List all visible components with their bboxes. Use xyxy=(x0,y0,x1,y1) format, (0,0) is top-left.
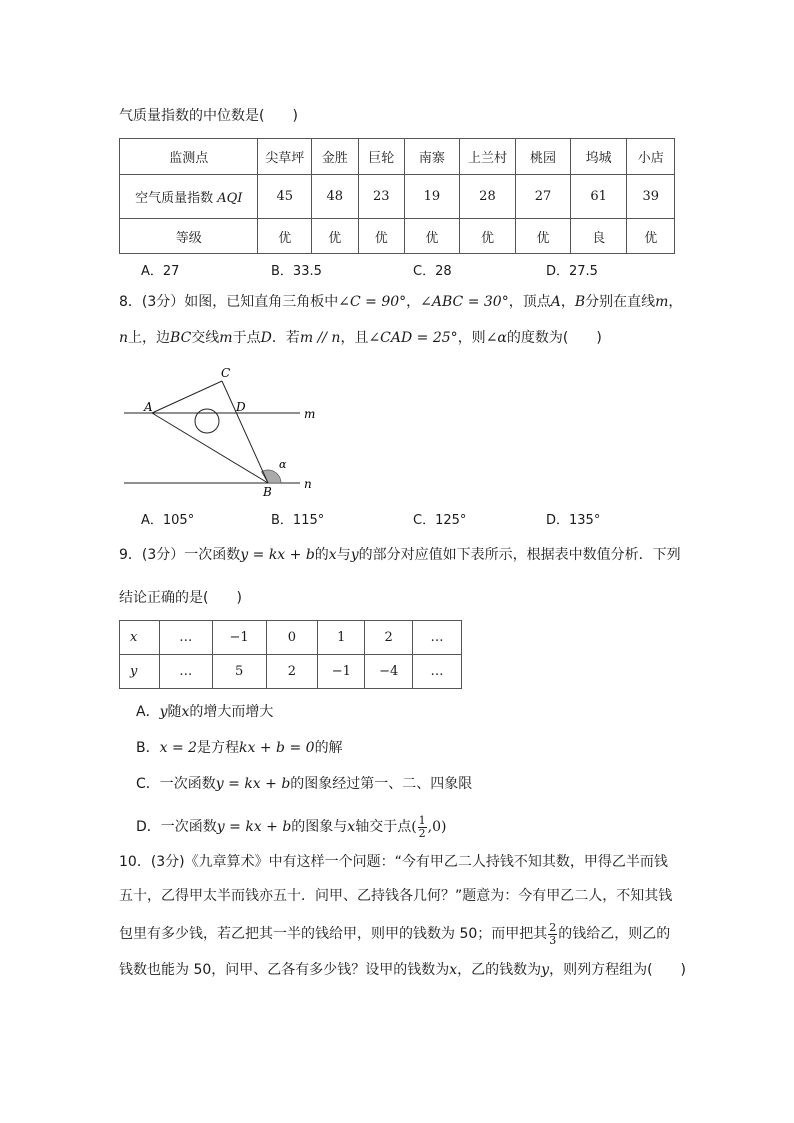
text-run: 的图象经过第一、二、四象限 xyxy=(290,776,473,792)
text-run: A． xyxy=(136,704,160,720)
table-cell: 2 xyxy=(365,621,413,655)
q9-table-row-x xyxy=(120,621,462,655)
q9-stem-line1 xyxy=(119,545,681,565)
text-run: 于点 xyxy=(232,330,261,346)
table-cell: 28 xyxy=(459,175,516,219)
q8-stem-line2 xyxy=(119,328,602,348)
table-cell: 5 xyxy=(212,655,266,689)
table-cell: 良 xyxy=(570,219,627,254)
math-run: BC xyxy=(170,330,192,346)
table-cell: … xyxy=(413,655,462,689)
q8-option-a[interactable]: A．105° xyxy=(141,513,195,528)
table-cell: 坞城 xyxy=(570,139,627,175)
text-run: ，顶点 xyxy=(508,294,551,310)
text-run: 与 xyxy=(336,547,351,563)
table-cell: 尖草坪 xyxy=(258,139,312,175)
table-cell: 优 xyxy=(516,219,571,254)
text-run: 的图象与 xyxy=(291,819,348,835)
table-cell: 23 xyxy=(358,175,405,219)
text-run: ， xyxy=(668,294,683,310)
text-run: 的度数为( ) xyxy=(506,330,602,346)
table-cell: x xyxy=(120,621,160,655)
table-cell: 南寨 xyxy=(405,139,460,175)
math-run: ,0) xyxy=(427,819,447,835)
q9-option-b[interactable] xyxy=(136,738,343,758)
q8-option-d[interactable]: D．135° xyxy=(546,513,601,528)
q7-table-row-aqi xyxy=(120,175,675,219)
table-cell: 61 xyxy=(570,175,627,219)
fraction-numerator: 1 xyxy=(418,813,426,827)
text-run: 上，边 xyxy=(128,330,171,346)
math-run: A xyxy=(550,294,561,310)
math-run: y = kx + b xyxy=(216,819,292,835)
q9-xy-table xyxy=(119,620,462,689)
text-run: 包里有多少钱，若乙把其一半的钱给甲，则甲的钱数为 50；而甲把其 xyxy=(119,926,548,942)
text-run: ，则 xyxy=(457,330,486,346)
label-m: m xyxy=(304,407,316,421)
math-run: ∠ABC = 30° xyxy=(420,294,509,310)
table-cell: … xyxy=(159,655,212,689)
math-run: ∠C = 90° xyxy=(338,294,407,310)
math-run: x xyxy=(449,962,458,978)
q7-table-row-header xyxy=(120,139,675,175)
table-cell: 小店 xyxy=(627,139,675,175)
text-run: 9．(3分）一次函数 xyxy=(119,547,241,563)
q7-stem: 气质量指数的中位数是( ) xyxy=(119,108,298,124)
q9-table-row-y xyxy=(120,655,462,689)
triangle-side-ac xyxy=(152,381,222,413)
math-run: ∠α xyxy=(485,330,507,346)
q10-stem-line2: 五十，乙得甲太半而钱亦五十．问甲、乙持钱各几何？”题意为：今有甲乙二人，不知其钱 xyxy=(119,888,673,904)
math-run: m // n xyxy=(299,330,341,346)
q7-option-c[interactable]: C．28 xyxy=(413,264,452,279)
table-cell: … xyxy=(413,621,462,655)
math-run: kx + b = 0 xyxy=(239,740,315,756)
text-run: 是方程 xyxy=(197,740,240,756)
fraction-numerator: 2 xyxy=(549,920,557,934)
table-cell: 金胜 xyxy=(312,139,359,175)
math-run: y = kx + b xyxy=(215,776,291,792)
q8-figure xyxy=(110,360,340,505)
table-cell: 2 xyxy=(266,655,318,689)
label-n: n xyxy=(304,477,312,491)
text-run: ．若 xyxy=(271,330,300,346)
math-run: y xyxy=(350,547,359,563)
table-cell: 优 xyxy=(358,219,405,254)
text-run: 轴交于点 xyxy=(355,819,412,835)
table-cell: 优 xyxy=(459,219,516,254)
math-run: x = 2 xyxy=(159,740,198,756)
text-run: 随 xyxy=(167,704,182,720)
q7-aqi-table xyxy=(119,138,675,254)
table-cell: 48 xyxy=(312,175,359,219)
text-run: ，且 xyxy=(340,330,369,346)
label-a: A xyxy=(144,400,153,414)
table-cell: 巨轮 xyxy=(358,139,405,175)
label-d: D xyxy=(236,400,246,414)
table-cell: 45 xyxy=(258,175,312,219)
table-cell: y xyxy=(120,655,160,689)
q7-option-d[interactable]: D．27.5 xyxy=(546,264,598,279)
table-cell: 0 xyxy=(266,621,318,655)
table-cell: 上兰村 xyxy=(459,139,516,175)
math-run: D xyxy=(260,330,272,346)
fraction-denominator: 3 xyxy=(549,933,557,947)
math-run: m xyxy=(655,294,669,310)
table-cell: 19 xyxy=(405,175,460,219)
text-run: ，乙的钱数为 xyxy=(457,962,542,978)
label-c: C xyxy=(221,366,231,380)
math-run: y xyxy=(159,704,168,720)
text-run: 的增大而增大 xyxy=(189,704,274,720)
aqi-label: 空气质量指数 xyxy=(135,191,214,206)
q8-option-b[interactable]: B．115° xyxy=(271,513,325,528)
table-cell: … xyxy=(159,621,212,655)
math-run: x xyxy=(347,819,356,835)
q9-stem-line2: 结论正确的是( ) xyxy=(119,590,242,606)
text-run: 的部分对应值如下表所示，根据表中数值分析．下列 xyxy=(358,547,681,563)
table-cell: 优 xyxy=(312,219,359,254)
math-run: y = kx + b xyxy=(240,547,315,563)
table-cell: 监测点 xyxy=(120,139,258,175)
q10-stem-line4 xyxy=(119,960,686,980)
q8-option-c[interactable]: C．125° xyxy=(413,513,467,528)
text-run: D．一次函数 xyxy=(136,819,217,835)
text-run: ， xyxy=(560,294,575,310)
fraction-one-half xyxy=(418,815,427,840)
q10-stem-line3 xyxy=(119,918,670,950)
text-run: 的钱给乙，则乙的 xyxy=(558,926,671,942)
text-run: B． xyxy=(136,740,160,756)
text-run: ， xyxy=(406,294,421,310)
math-run: ( xyxy=(411,819,417,835)
q9-option-d[interactable] xyxy=(136,812,447,842)
table-cell: 等级 xyxy=(120,219,258,254)
text-run: 交线 xyxy=(191,330,220,346)
table-cell xyxy=(120,175,258,219)
math-run: ∠CAD = 25° xyxy=(368,330,458,346)
text-run: 8．(3分）如图，已知直角三角板中 xyxy=(119,294,339,310)
triangle-side-ab xyxy=(152,413,268,483)
fraction-two-thirds xyxy=(548,922,557,947)
q9-option-a[interactable] xyxy=(136,702,273,722)
text-run: ，则列方程组为( ) xyxy=(549,962,687,978)
table-cell: −1 xyxy=(212,621,266,655)
label-b: B xyxy=(263,485,272,499)
table-cell: −1 xyxy=(318,655,365,689)
q10-stem-line1: 10．(3分)《九章算术》中有这样一个问题：“今有甲乙二人持钱不知其数，甲得乙半而钱 xyxy=(119,854,668,870)
q9-option-c[interactable] xyxy=(136,774,472,794)
math-run: y xyxy=(541,962,550,978)
table-cell: −4 xyxy=(365,655,413,689)
math-run: x xyxy=(328,547,337,563)
text-run: 的解 xyxy=(314,740,343,756)
math-run: m xyxy=(219,330,233,346)
table-cell: 1 xyxy=(318,621,365,655)
aqi-abbr: AQI xyxy=(217,191,243,206)
table-cell: 优 xyxy=(258,219,312,254)
text-run: 钱数也能为 50，问甲、乙各有多少钱？设甲的钱数为 xyxy=(119,962,450,978)
q7-table-row-grade xyxy=(120,219,675,254)
q8-stem-line1 xyxy=(119,292,682,312)
q7-option-a[interactable]: A．27 xyxy=(141,264,180,279)
label-alpha: α xyxy=(279,458,287,471)
text-run: C．一次函数 xyxy=(136,776,216,792)
math-run: B xyxy=(574,294,586,310)
fraction-denominator: 2 xyxy=(418,826,426,840)
triangle-side-cb xyxy=(222,381,268,483)
math-run: x xyxy=(181,704,190,720)
math-run: n xyxy=(119,330,129,346)
table-cell: 优 xyxy=(405,219,460,254)
table-cell: 优 xyxy=(627,219,675,254)
table-cell: 桃园 xyxy=(516,139,571,175)
table-cell: 39 xyxy=(627,175,675,219)
table-cell: 27 xyxy=(516,175,571,219)
text-run: 分别在直线 xyxy=(585,294,656,310)
q7-option-b[interactable]: B．33.5 xyxy=(271,264,322,279)
text-run: 的 xyxy=(314,547,329,563)
